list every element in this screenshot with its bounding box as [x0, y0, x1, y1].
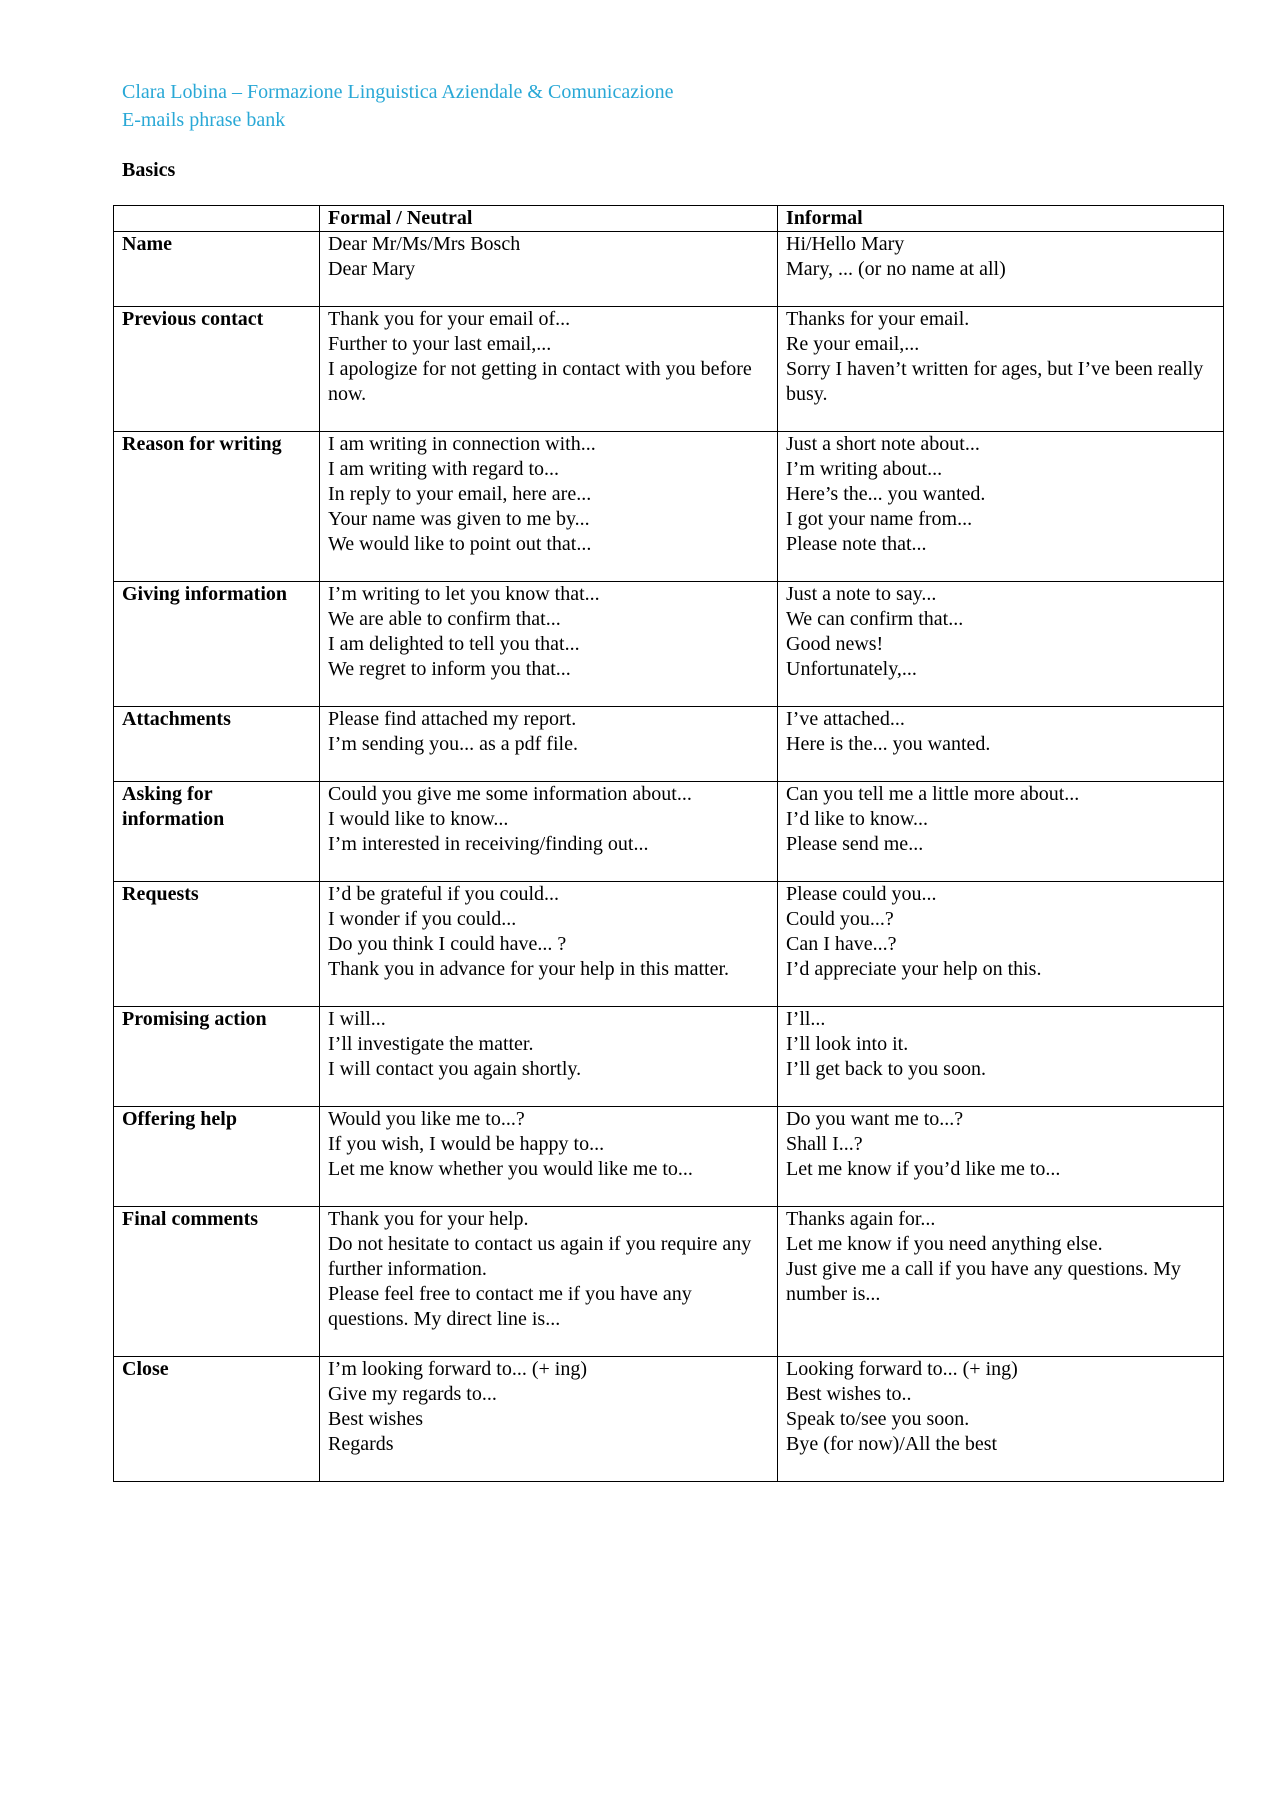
formal-phrases-cell: [320, 1007, 778, 1107]
informal-phrase: Do you want me to...?: [786, 1108, 964, 1130]
formal-phrase: I will contact you again shortly.: [328, 1058, 582, 1080]
table-row: [114, 782, 1224, 882]
formal-phrase: In reply to your email, here are...: [328, 483, 592, 505]
informal-phrase: I’ll get back to you soon.: [786, 1058, 986, 1080]
formal-phrases-cell: [320, 1357, 778, 1482]
informal-phrase: Can you tell me a little more about...: [786, 783, 1080, 805]
header-subtitle-line: E-mails phrase bank: [122, 109, 286, 131]
formal-phrase: I wonder if you could...: [328, 908, 517, 930]
formal-phrase: I am writing in connection with...: [328, 433, 596, 455]
formal-phrase: Do you think I could have... ?: [328, 933, 567, 955]
informal-phrase: Speak to/see you soon.: [786, 1408, 970, 1430]
informal-phrase: I’d like to know...: [786, 808, 929, 830]
formal-phrase: I’m looking forward to... (+ ing): [328, 1358, 588, 1380]
formal-phrase: I’m sending you... as a pdf file.: [328, 733, 578, 755]
formal-phrase: I would like to know...: [328, 808, 509, 830]
table-row: [114, 1007, 1224, 1107]
informal-phrase: We can confirm that...: [786, 608, 964, 630]
formal-phrase: Would you like me to...?: [328, 1108, 525, 1130]
formal-phrase: Do not hesitate to contact us again if you require any further information.: [328, 1233, 752, 1280]
informal-phrases-cell: [778, 707, 1224, 782]
informal-phrases-cell: [778, 232, 1224, 307]
informal-phrase: Hi/Hello Mary: [786, 233, 905, 255]
informal-phrase: Shall I...?: [786, 1133, 863, 1155]
formal-phrase: Best wishes: [328, 1408, 423, 1430]
formal-phrase: I’m interested in receiving/finding out...: [328, 833, 649, 855]
informal-phrases-cell: [778, 1007, 1224, 1107]
informal-phrase: Re your email,...: [786, 333, 920, 355]
table-row: [114, 307, 1224, 432]
row-category-label: Previous contact: [114, 307, 320, 432]
formal-phrase: Thank you in advance for your help in this matter.: [328, 958, 730, 980]
formal-phrase: We would like to point out that...: [328, 533, 592, 555]
informal-phrases-cell: [778, 1107, 1224, 1207]
formal-phrase: Further to your last email,...: [328, 333, 552, 355]
formal-phrase: We are able to confirm that...: [328, 608, 561, 630]
informal-phrase: Here’s the... you wanted.: [786, 483, 986, 505]
informal-phrase: Let me know if you need anything else.: [786, 1233, 1103, 1255]
formal-phrases-cell: [320, 432, 778, 582]
informal-phrase: Could you...?: [786, 908, 894, 930]
table-row: [114, 882, 1224, 1007]
informal-phrase: Bye (for now)/All the best: [786, 1433, 998, 1455]
informal-phrase: Looking forward to... (+ ing): [786, 1358, 1018, 1380]
formal-phrases-cell: [320, 232, 778, 307]
informal-phrase: I got your name from...: [786, 508, 973, 530]
formal-phrases-cell: [320, 1107, 778, 1207]
informal-phrase: I’m writing about...: [786, 458, 943, 480]
informal-phrase: Just a short note about...: [786, 433, 980, 455]
informal-phrase: Best wishes to..: [786, 1383, 912, 1405]
informal-phrases-cell: [778, 307, 1224, 432]
table-row: [114, 1207, 1224, 1357]
row-category-label: Close: [114, 1357, 320, 1482]
informal-phrase: Mary, ... (or no name at all): [786, 258, 1006, 280]
informal-phrase: Thanks for your email.: [786, 308, 970, 330]
informal-phrase: Please send me...: [786, 833, 924, 855]
formal-phrases-cell: [320, 1207, 778, 1357]
formal-phrase: I apologize for not getting in contact with you before now.: [328, 358, 752, 405]
formal-phrase: I’d be grateful if you could...: [328, 883, 560, 905]
formal-phrase: I am writing with regard to...: [328, 458, 560, 480]
formal-phrase: Thank you for your help.: [328, 1208, 529, 1230]
formal-phrase: I’ll investigate the matter.: [328, 1033, 534, 1055]
formal-phrase: Thank you for your email of...: [328, 308, 571, 330]
table-row: [114, 1357, 1224, 1482]
column-header-formal: Formal / Neutral: [320, 206, 778, 232]
table-row: [114, 232, 1224, 307]
informal-phrases-cell: [778, 432, 1224, 582]
table-row: [114, 432, 1224, 582]
informal-phrase: Let me know if you’d like me to...: [786, 1158, 1061, 1180]
column-header-informal: Informal: [778, 206, 1224, 232]
formal-phrase: I am delighted to tell you that...: [328, 633, 580, 655]
informal-phrases-cell: [778, 782, 1224, 882]
informal-phrase: Good news!: [786, 633, 884, 655]
informal-phrase: Can I have...?: [786, 933, 897, 955]
formal-phrase: Regards: [328, 1433, 394, 1455]
formal-phrase: We regret to inform you that...: [328, 658, 571, 680]
row-category-label: Offering help: [114, 1107, 320, 1207]
informal-phrase: I’ll...: [786, 1008, 826, 1030]
phrase-table: [113, 205, 1224, 1482]
row-category-label: Giving information: [114, 582, 320, 707]
table-row: [114, 707, 1224, 782]
formal-phrases-cell: [320, 582, 778, 707]
row-category-label: Requests: [114, 882, 320, 1007]
formal-phrase: Give my regards to...: [328, 1383, 497, 1405]
formal-phrase: I’m writing to let you know that...: [328, 583, 600, 605]
formal-phrases-cell: [320, 882, 778, 1007]
formal-phrases-cell: [320, 707, 778, 782]
informal-phrases-cell: [778, 582, 1224, 707]
table-row: [114, 582, 1224, 707]
informal-phrase: Please note that...: [786, 533, 927, 555]
formal-phrases-cell: [320, 307, 778, 432]
formal-phrases-cell: [320, 782, 778, 882]
column-header-category: [114, 206, 320, 232]
formal-phrase: Please find attached my report.: [328, 708, 577, 730]
informal-phrase: I’ve attached...: [786, 708, 905, 730]
informal-phrase: I’d appreciate your help on this.: [786, 958, 1042, 980]
table-body: [114, 232, 1224, 1482]
informal-phrase: Unfortunately,...: [786, 658, 917, 680]
formal-phrase: Let me know whether you would like me to...: [328, 1158, 693, 1180]
formal-phrase: Could you give me some information about...: [328, 783, 692, 805]
formal-phrase: Your name was given to me by...: [328, 508, 590, 530]
informal-phrases-cell: [778, 1357, 1224, 1482]
row-category-label: Promising action: [114, 1007, 320, 1107]
formal-phrase: I will...: [328, 1008, 386, 1030]
formal-phrase: If you wish, I would be happy to...: [328, 1133, 605, 1155]
row-category-label: Final comments: [114, 1207, 320, 1357]
informal-phrase: Thanks again for...: [786, 1208, 936, 1230]
row-category-label: Attachments: [114, 707, 320, 782]
informal-phrase: Just a note to say...: [786, 583, 937, 605]
table-row: [114, 1107, 1224, 1207]
formal-phrase: Dear Mr/Ms/Mrs Bosch: [328, 233, 521, 255]
informal-phrase: Please could you...: [786, 883, 937, 905]
informal-phrase: Just give me a call if you have any questions. My number is...: [786, 1258, 1181, 1305]
informal-phrases-cell: [778, 1207, 1224, 1357]
formal-phrase: Dear Mary: [328, 258, 416, 280]
table-header-row: [114, 206, 1224, 232]
informal-phrase: I’ll look into it.: [786, 1033, 909, 1055]
document-header: [122, 78, 674, 134]
header-author-line: Clara Lobina – Formazione Linguistica Aziendale & Comunicazione: [122, 81, 674, 103]
informal-phrase: Sorry I haven’t written for ages, but I’ve been really busy.: [786, 358, 1204, 405]
section-title: Basics: [122, 159, 176, 181]
row-category-label: Reason for writing: [114, 432, 320, 582]
informal-phrase: Here is the... you wanted.: [786, 733, 991, 755]
row-category-label: Name: [114, 232, 320, 307]
informal-phrases-cell: [778, 882, 1224, 1007]
formal-phrase: Please feel free to contact me if you have any questions. My direct line is...: [328, 1283, 692, 1330]
row-category-label: Asking for information: [114, 782, 320, 882]
